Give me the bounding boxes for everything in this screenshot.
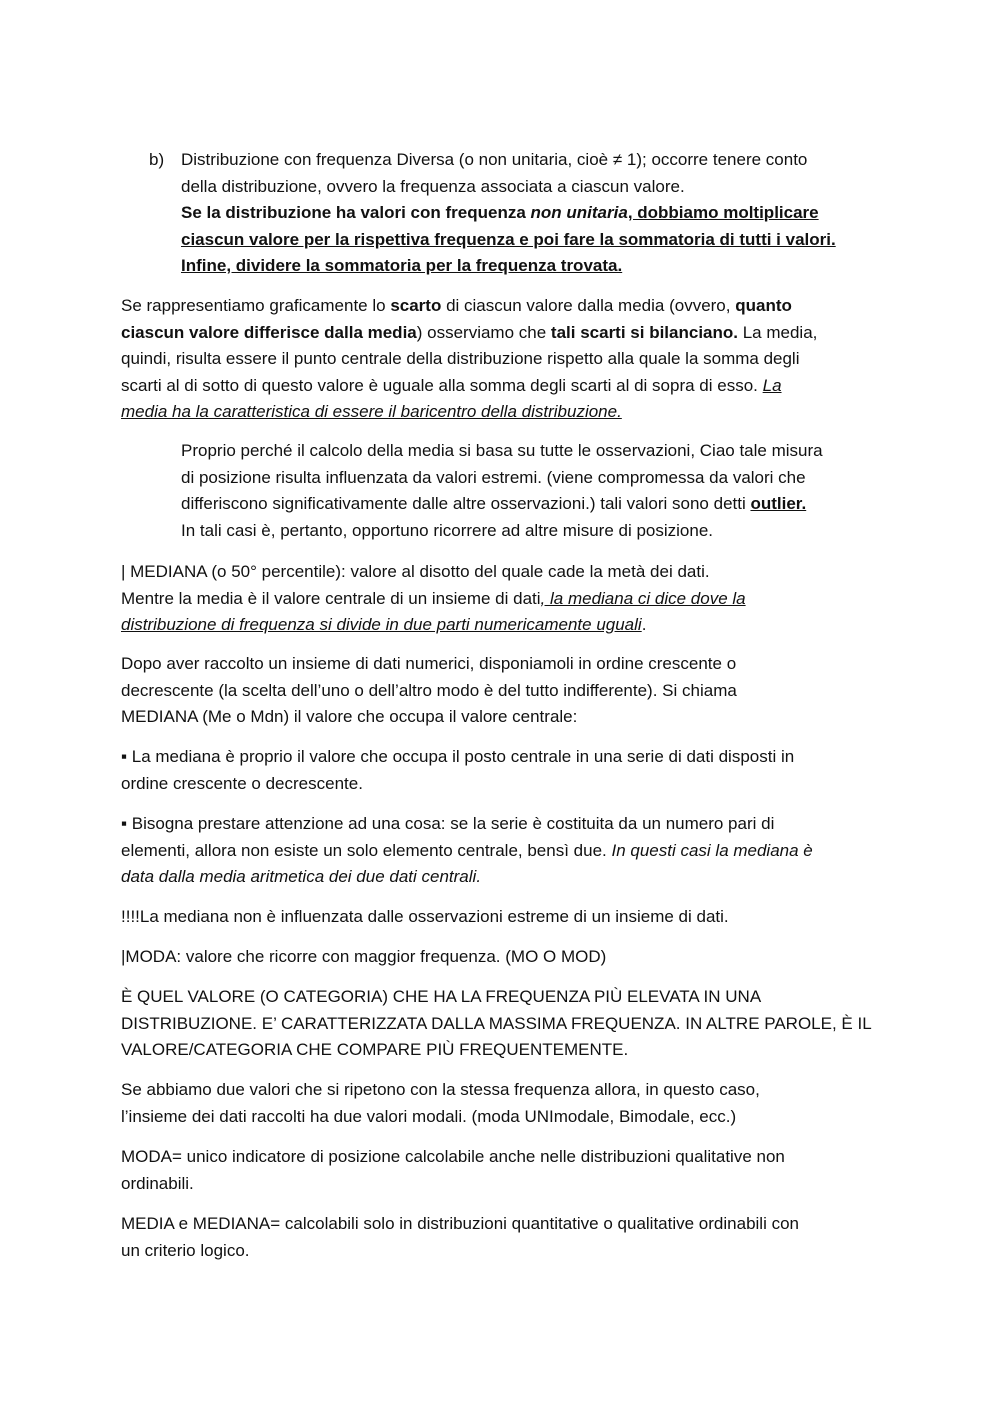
text-line: ordine crescente o decrescente.	[121, 773, 363, 793]
bullet-paragraph-1	[121, 744, 881, 797]
bullet-paragraph-2	[121, 811, 881, 891]
text-line	[121, 612, 881, 639]
text-line: Proprio perché il calcolo della media si basa su tutte le osservazioni, Ciao tale misura	[181, 441, 823, 460]
paragraph-media-mediana	[121, 1211, 881, 1264]
text-span: Mentre la media è il valore centrale di un insieme di dati	[121, 588, 541, 608]
italic-underlined-span: La	[762, 375, 782, 395]
paragraph-dopo	[121, 651, 881, 731]
list-item-b	[181, 147, 881, 280]
text-line	[121, 293, 881, 320]
bold-line	[181, 200, 881, 227]
text-line	[121, 373, 881, 400]
text-line: ▪ La mediana è proprio il valore che occupa il posto centrale in una serie di dati disposti in	[121, 747, 795, 766]
text-line: | MEDIANA (o 50° percentile): valore al disotto del quale cade la metà dei dati.	[121, 562, 710, 581]
bold-underlined-line: ciascun valore per la rispettiva frequenza e poi fare la sommatoria di tutti i valori.	[181, 229, 836, 249]
text-span: .	[641, 615, 647, 634]
text-line: !!!!La mediana non è influenzata dalle osservazioni estreme di un insieme di dati.	[121, 907, 729, 926]
text-line: VALORE/CATEGORIA CHE COMPARE PIÙ FREQUENTEMENTE.	[121, 1040, 629, 1059]
paragraph-moda-indicator	[121, 1144, 881, 1197]
paragraph-scarto	[121, 293, 881, 426]
bold-span: ciascun valore differisce dalla media	[121, 322, 417, 342]
text-line: ▪ Bisogna prestare attenzione ad una cosa: se la serie è costituita da un numero pari di	[121, 814, 775, 833]
text-line	[121, 838, 881, 865]
italic-underlined-span: , la mediana ci dice dove la	[540, 588, 746, 608]
paragraph-moda	[121, 944, 881, 971]
text-line: Dopo aver raccolto un insieme di dati numerici, disponiamoli in ordine crescente o	[121, 654, 737, 673]
paragraph-bimodal	[121, 1077, 881, 1130]
text-line: MEDIANA (Me o Mdn) il valore che occupa il valore centrale:	[121, 707, 578, 726]
paragraph-moda-uppercase	[121, 984, 881, 1064]
bold-underlined-line: Infine, dividere la sommatoria per la frequenza trovata.	[181, 256, 623, 275]
text-span: La media,	[738, 322, 818, 342]
text-line: MEDIA e MEDIANA= calcolabili solo in distribuzioni quantitative o qualitative ordinabili con	[121, 1214, 799, 1233]
text-line: della distribuzione, ovvero la frequenza associata a ciascun valore.	[181, 176, 685, 196]
text-line: ordinabili.	[121, 1173, 194, 1193]
text-span: Se la distribuzione ha valori con frequenza	[181, 203, 531, 222]
text-line	[121, 586, 881, 613]
italic-underlined-span: distribuzione di frequenza si divide in due parti numericamente uguali	[121, 615, 642, 634]
text-line: È QUEL VALORE (O CATEGORIA) CHE HA LA FREQUENZA PIÙ ELEVATA IN UNA	[121, 987, 762, 1006]
italic-underlined-line: media ha la caratteristica di essere il baricentro della distribuzione.	[121, 402, 622, 421]
text-span: Se rappresentiamo graficamente lo	[121, 296, 391, 315]
bold-underlined-span: outlier.	[750, 494, 807, 513]
bold-span: tali scarti si bilanciano.	[550, 322, 738, 342]
underlined-span: , dobbiamo moltiplicare	[627, 203, 819, 222]
text-line: In tali casi è, pertanto, opportuno ricorrere ad altre misure di posizione.	[181, 520, 713, 540]
text-line: quindi, risulta essere il punto centrale della distribuzione rispetto alla quale la somma degli	[121, 349, 800, 368]
italic-span: In questi casi la mediana è	[611, 840, 813, 860]
paragraph-outlier	[181, 438, 881, 544]
text-line	[181, 491, 881, 518]
text-line: |MODA: valore che ricorre con maggior frequenza. (MO O MOD)	[121, 947, 607, 966]
text-span: elementi, allora non esiste un solo elemento centrale, bensì due.	[121, 840, 612, 860]
text-line: decrescente (la scelta dell’uno o dell’altro modo è del tutto indifferente). Si chiama	[121, 680, 737, 700]
paragraph-note	[121, 904, 881, 931]
text-line: l’insieme dei dati raccolti ha due valori modali. (moda UNImodale, Bimodale, ecc.)	[121, 1106, 737, 1126]
text-line: DISTRIBUZIONE. E’ CARATTERIZZATA DALLA MASSIMA FREQUENZA. IN ALTRE PAROLE, È IL	[121, 1013, 872, 1033]
bold-span: quanto	[735, 296, 792, 315]
text-line	[121, 320, 881, 347]
text-span: differiscono significativamente dalle altre osservazioni.) tali valori sono detti	[181, 494, 751, 513]
text-line: MODA= unico indicatore di posizione calcolabile anche nelle distribuzioni qualitative non	[121, 1147, 785, 1166]
italic-line: data dalla media aritmetica dei due dati centrali.	[121, 867, 482, 886]
text-line: di posizione risulta influenzata da valori estremi. (viene compromessa da valori che	[181, 467, 806, 487]
bold-span: scarto	[390, 296, 442, 315]
text-span: di ciascun valore dalla media (ovvero,	[441, 296, 736, 315]
text-line: Distribuzione con frequenza Diversa (o non unitaria, cioè ≠ 1); occorre tenere conto	[181, 150, 808, 169]
list-marker-b: b)	[149, 150, 165, 169]
paragraph-mediana-definition	[121, 559, 881, 639]
text-line: Se abbiamo due valori che si ripetono con la stessa frequenza allora, in questo caso,	[121, 1080, 760, 1099]
text-line: un criterio logico.	[121, 1240, 250, 1260]
text-span: scarti al di sotto di questo valore è uguale alla somma degli scarti al di sopra di esso.	[121, 375, 763, 395]
text-span: ) osserviamo che	[416, 322, 551, 342]
italic-span: non unitaria	[530, 203, 628, 222]
